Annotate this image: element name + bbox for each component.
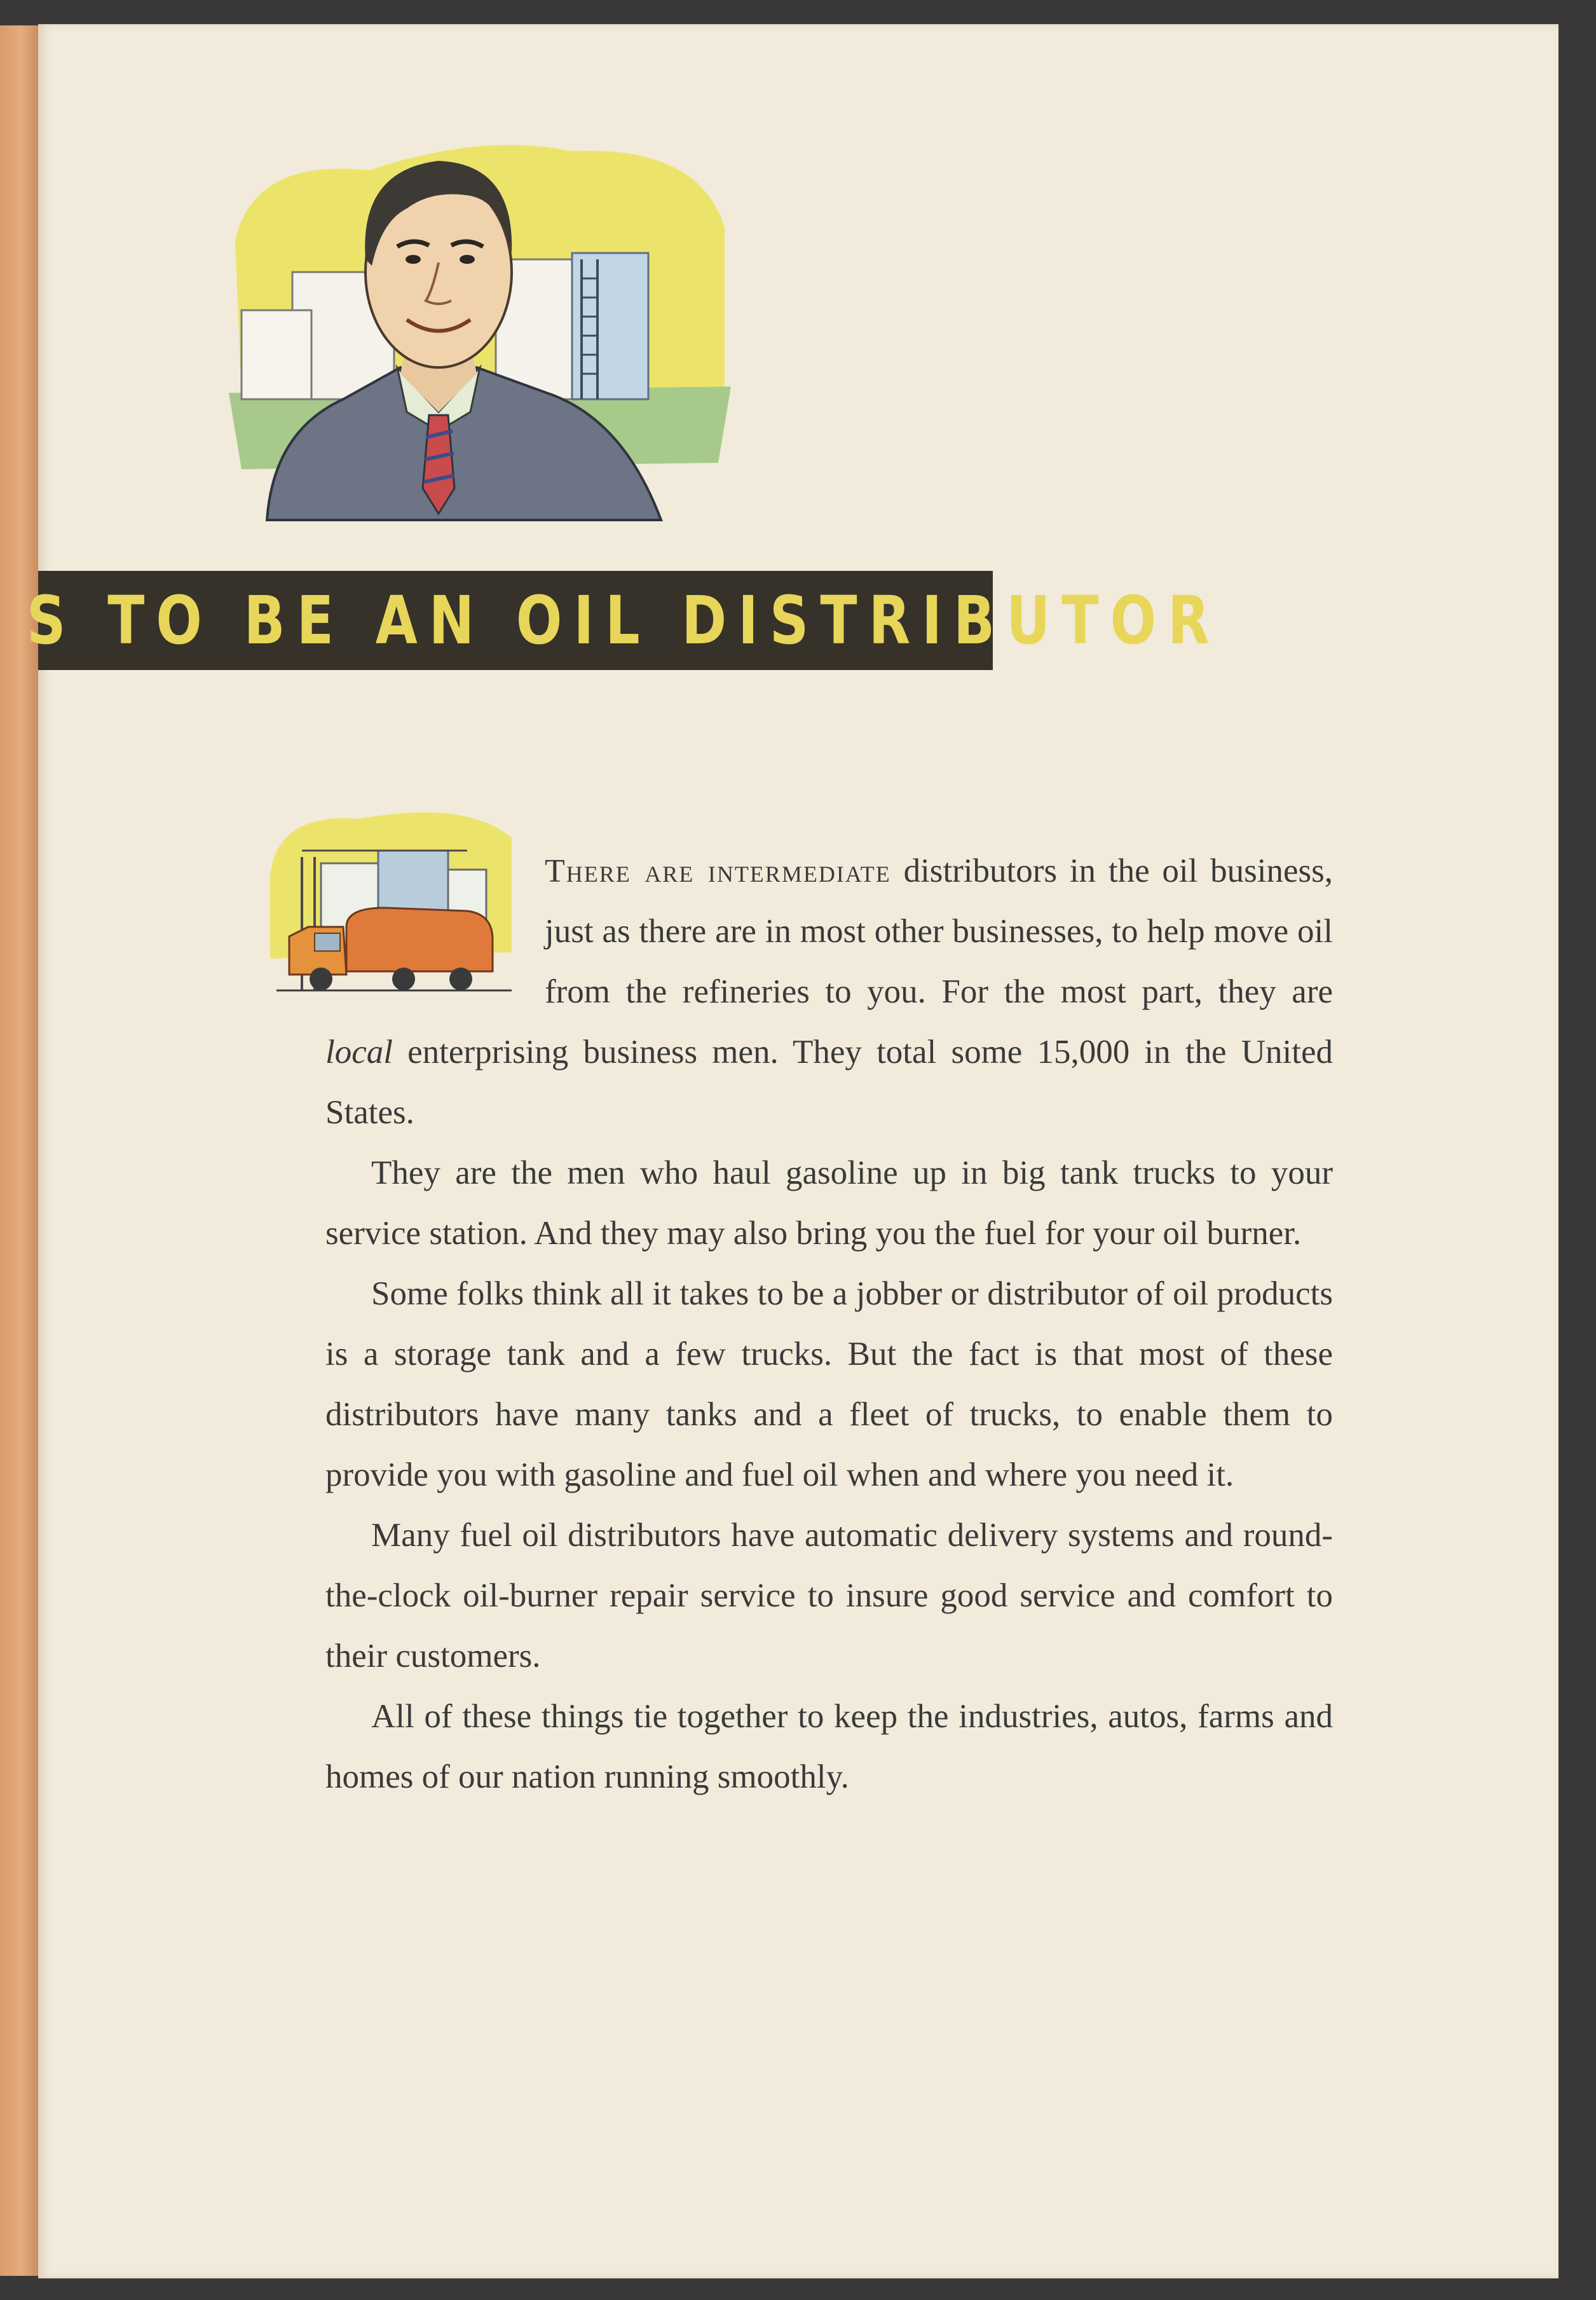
paragraph-4: Many fuel oil distributors have automatic delivery systems and round-the-clock oil-burner repair service to insure good service and comfort to their customers. <box>325 1517 1333 1674</box>
paragraph-1-text-b: enterprising business men. They total some 15,000 in the United States. <box>325 1034 1333 1131</box>
paragraph-1-emphasis: local <box>325 1034 393 1071</box>
page <box>27 24 1558 2278</box>
paragraph-1-text-a: distributors in the oil business, just as there are in most other businesses, to help move oil from the refineries to you. For the most part, they are <box>545 852 1333 1010</box>
paragraph-3: Some folks think all it takes to be a jobber or distributor of oil products is a storage tank and a few trucks. But the fact is that most of these distributors have many tanks and a fleet of trucks, to enable them to provide you with gasoline and fuel oil when and where you need it. <box>325 1275 1333 1493</box>
headline-title: S TO BE AN OIL DISTRIBUTOR <box>27 582 1221 659</box>
headline-banner <box>27 571 1221 670</box>
distributor-portrait-illustration <box>216 132 744 520</box>
lead-in-small-caps: There are intermediate <box>545 853 891 889</box>
paragraph-2: They are the men who haul gasoline up in big tank trucks to your service station. And they may also bring you the fuel for your oil burner. <box>325 1154 1333 1252</box>
booklet-spine <box>0 25 39 2276</box>
illustration-spacer <box>325 841 545 1016</box>
article-body <box>325 841 1333 1807</box>
paragraph-5: All of these things tie together to keep the industries, autos, farms and homes of our nation running smoothly. <box>325 1698 1333 1795</box>
